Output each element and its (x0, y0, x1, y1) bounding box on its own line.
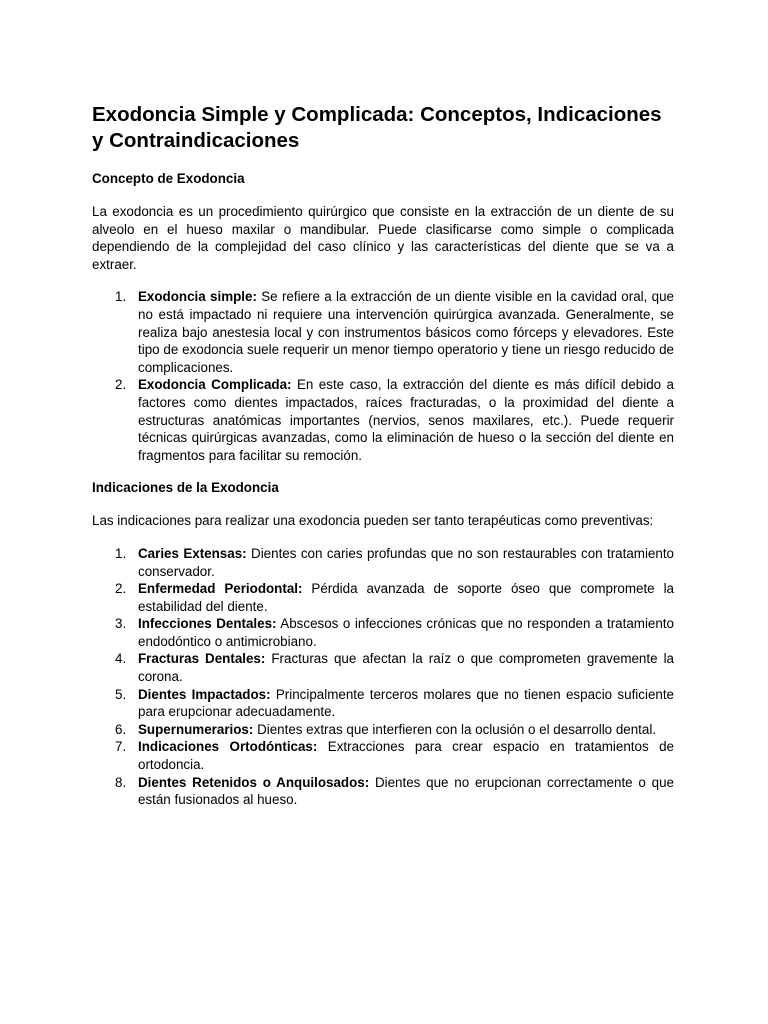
indications-paragraph: Las indicaciones para realizar una exodoncia pueden ser tanto terapéuticas como preventivas: (92, 513, 654, 529)
list-item-number: 1. (115, 289, 127, 305)
list-item-text: Se refiere a la extracción de un diente visible en la cavidad oral, que no está impactado ni requiere una intervención quirúrgica avanzada. Generalmente, se realiza bajo anestesia local y con instrumentos básicos como fórceps y elevadores. Este tipo de exodoncia suele requerir un menor tiempo operatorio y tiene un riesgo reducido de complicaciones. (138, 289, 674, 375)
document-page (92, 102, 674, 824)
list-item (92, 376, 674, 464)
list-item-number: 6. (115, 721, 127, 737)
list-item (92, 545, 674, 580)
list-item-term: Fracturas Dentales: (138, 651, 266, 667)
list-item-number: 8. (115, 774, 127, 790)
list-item-text: En este caso, la extracción del diente es más difícil debido a factores como dientes impactados, raíces fracturadas, o la proximidad del diente a estructuras anatómicas importantes (nervios, senos maxilares, etc.). Puede requerir técnicas quirúrgicas avanzadas, como la eliminación de hueso o la sección del diente en fragmentos para facilitar su remoción. (138, 377, 675, 463)
indications-heading: Indicaciones de la Exodoncia (92, 480, 279, 496)
list-item-number: 2. (115, 377, 127, 393)
list-item-term: Dientes Impactados: (138, 686, 271, 702)
list-item-term: Caries Extensas: (138, 545, 247, 561)
list-item-term: Indicaciones Ortodónticas: (138, 739, 318, 755)
list-item-term: Dientes Retenidos o Anquilosados: (138, 774, 370, 790)
list-item (92, 774, 674, 809)
list-item-text: Extracciones para crear espacio en tratamientos de ortodoncia. (138, 739, 674, 773)
list-item-text: Pérdida avanzada de soporte óseo que compromete la estabilidad del diente. (138, 581, 674, 614)
list-item-text: Abscesos o infecciones crónicas que no responden a tratamiento endodóntico o antimicrobiano. (138, 616, 674, 649)
indications-list (92, 545, 674, 809)
list-item (92, 650, 674, 685)
concept-paragraph: La exodoncia es un procedimiento quirúrgico que consiste en la extracción de un diente de su alveolo en el hueso maxilar o mandibular. Puede clasificarse como simple o complicada dependiendo de la complejidad del caso clínico y las características del diente que se va a extraer. (92, 204, 674, 272)
list-item-number: 2. (115, 581, 127, 597)
list-item-term: Supernumerarios: (138, 721, 254, 737)
list-item-number: 3. (115, 616, 127, 632)
list-item-text: Dientes con caries profundas que no son restaurables con tratamiento conservador. (138, 545, 674, 579)
list-item-number: 7. (115, 739, 127, 755)
list-item-number: 5. (115, 686, 127, 702)
list-item-number: 4. (115, 651, 127, 667)
list-item-text: Dientes extras que interfieren con la oclusión o el desarrollo dental. (253, 721, 657, 737)
list-item-term: Exodoncia Complicada: (138, 377, 292, 393)
concept-list (92, 288, 674, 464)
list-item (92, 738, 674, 773)
list-item-text: Dientes que no erupcionan correctamente o que están fusionados al hueso. (138, 774, 674, 808)
list-item (92, 686, 674, 721)
list-item-term: Enfermedad Periodontal: (138, 581, 303, 597)
list-item (92, 721, 674, 739)
list-item-term: Exodoncia simple: (138, 289, 257, 305)
list-item-number: 1. (115, 545, 127, 561)
list-item (92, 615, 674, 650)
list-item-text: Fracturas que afectan la raíz o que comprometen gravemente la corona. (138, 651, 674, 685)
document-title: Exodoncia Simple y Complicada: Conceptos, Indicaciones y Contraindicaciones (92, 103, 662, 152)
list-item-text: Principalmente terceros molares que no tienen espacio suficiente para erupcionar adecuadamente. (138, 686, 675, 720)
list-item (92, 288, 674, 376)
list-item-term: Infecciones Dentales: (138, 616, 277, 632)
concept-heading: Concepto de Exodoncia (92, 171, 245, 186)
list-item (92, 580, 674, 615)
